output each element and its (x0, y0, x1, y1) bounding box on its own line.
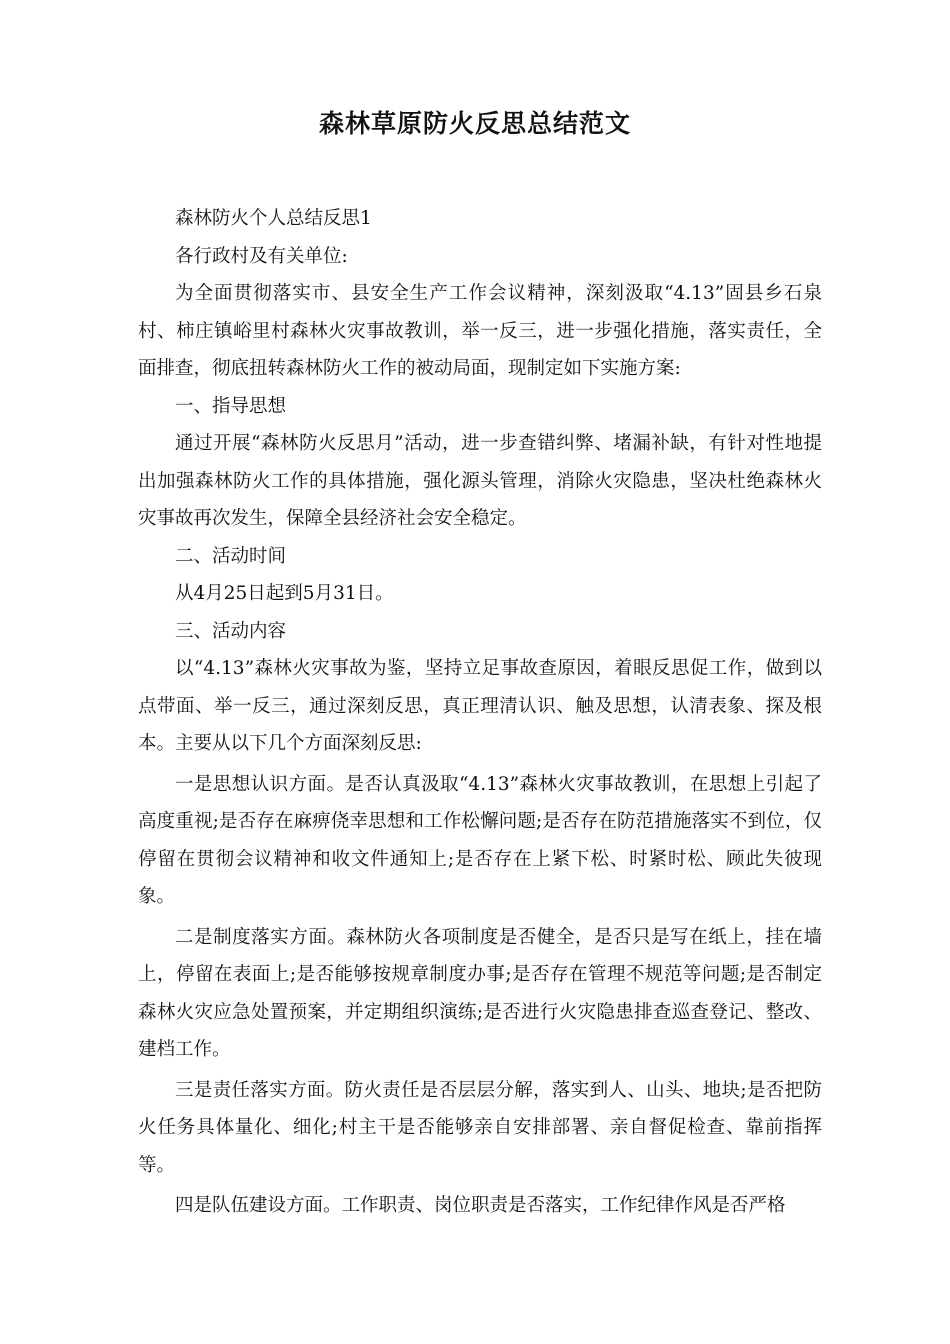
document-title: 森林草原防火反思总结范文 (318, 109, 631, 138)
section-heading: 一、指导思想 (175, 395, 287, 417)
body-paragraph: 从4月25日起到5月31日。 (175, 583, 394, 604)
body-paragraph: 三是责任落实方面。防火责任是否层层分解，落实到人、山头、地块;是否把防火任务具体量化、细化;村主干是否能够亲自安排部署、亲自督促检查、靠前指挥等。 (138, 1079, 822, 1176)
document-body (138, 200, 822, 1225)
body-paragraph: 四是队伍建设方面。工作职责、岗位职责是否落实，工作纪律作风是否严格 (175, 1195, 786, 1216)
body-paragraph: 一是思想认识方面。是否认真汲取“4.13”森林火灾事故教训，在思想上引起了高度重视;是否存在麻痹侥幸思想和工作松懈问题;是否存在防范措施落实不到位，仅停留在贯彻会议精神和收文件通知上;是否存在上紧下松、时紧时松、顾此失彼现象。 (138, 773, 822, 907)
subtitle-paragraph: 森林防火个人总结反思1 (175, 208, 372, 229)
intro-paragraph: 为全面贯彻落实市、县安全生产工作会议精神，深刻汲取“4.13”固县乡石泉村、柿庄镇峪里村森林火灾事故教训，举一反三，进一步强化措施，落实责任，全面排查，彻底扭转森林防火工作的被动局面，现制定如下实施方案: (138, 283, 822, 379)
section-heading: 三、活动内容 (175, 620, 287, 642)
body-paragraph: 以“4.13”森林火灾事故为鉴，坚持立足事故查原因，着眼反思促工作，做到以点带面、举一反三，通过深刻反思，真正理清认识、触及思想，认清表象、探及根本。主要从以下几个方面深刻反思: (138, 658, 822, 754)
body-paragraph: 通过开展“森林防火反思月”活动，进一步查错纠弊、堵漏补缺，有针对性地提出加强森林防火工作的具体措施，强化源头管理，消除火灾隐患，坚决杜绝森林火灾事故再次发生，保障全县经济社会安全稳定。 (138, 433, 822, 529)
salutation-paragraph: 各行政村及有关单位: (175, 245, 348, 267)
section-heading: 二、活动时间 (175, 545, 287, 567)
body-paragraph: 二是制度落实方面。森林防火各项制度是否健全，是否只是写在纸上，挂在墙上，停留在表面上;是否能够按规章制度办事;是否存在管理不规范等问题;是否制定森林火灾应急处置预案，并定期组织演练;是否进行火灾隐患排查巡查登记、整改、建档工作。 (138, 926, 822, 1060)
